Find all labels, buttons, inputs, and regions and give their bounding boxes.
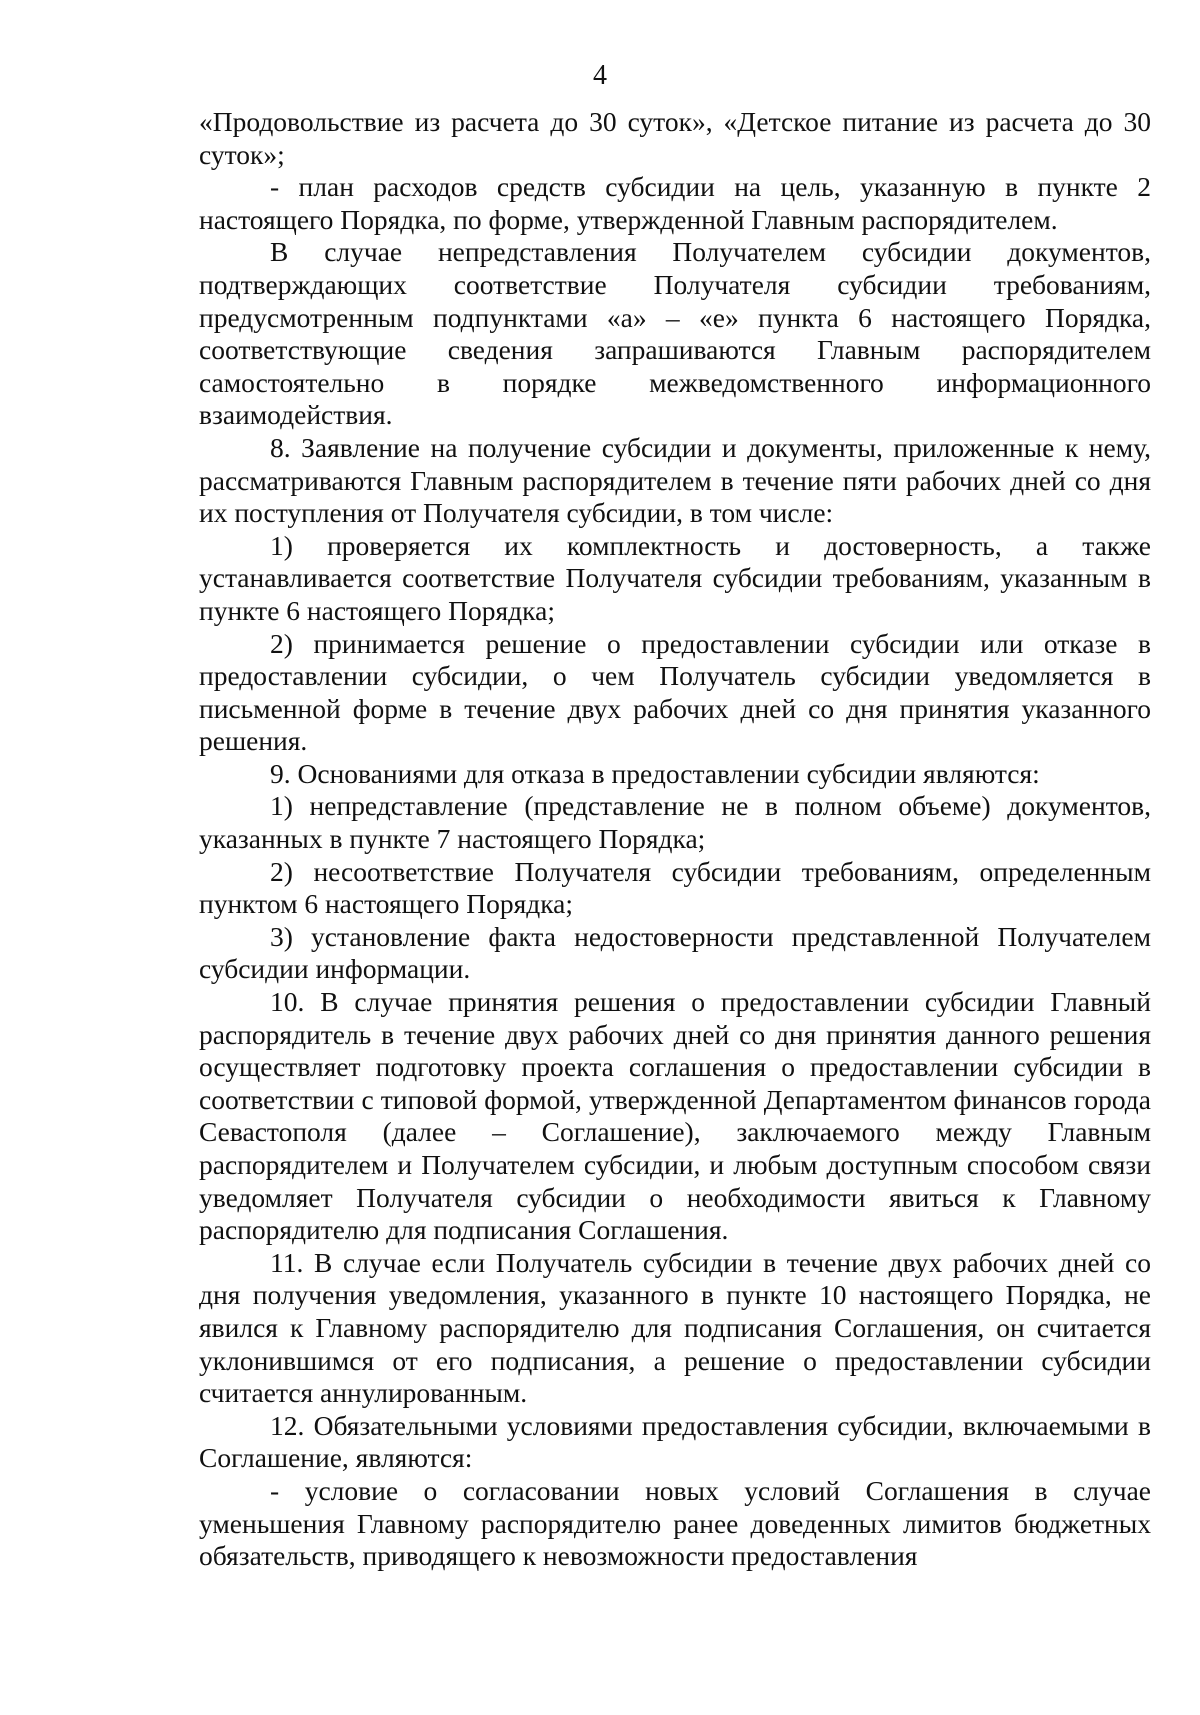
paragraph-item-12-condition: - условие о согласовании новых условий Соглашения в случае уменьшения Главному распорядителю ранее доведенных лимитов бюджетных обязательств, приводящего к невозможности предоставления	[199, 1474, 1151, 1572]
paragraph-item-10: 10. В случае принятия решения о предоставлении субсидии Главный распорядитель в течение двух рабочих дней со дня принятия данного решения осуществляет подготовку проекта соглашения о предоставлении субсидии в соответствии с типовой формой, утвержденной Департаментом финансов города Севастополя (далее – Соглашение), заключаемого между Главным распорядителем и Получателем субсидии, и любым доступным способом связи уведомляет Получателя субсидии о необходимости явиться к Главному распорядителю для подписания Соглашения.	[199, 986, 1151, 1246]
paragraph-item-9-2: 2) несоответствие Получателя субсидии требованиям, определенным пунктом 6 настоящего Порядка;	[199, 855, 1151, 920]
paragraph-item-9: 9. Основаниями для отказа в предоставлении субсидии являются:	[270, 757, 1040, 789]
paragraph-item-8-2: 2) принимается решение о предоставлении субсидии или отказе в предоставлении субсидии, о чем Получатель субсидии уведомляется в письменной форме в течение двух рабочих дней со дня принятия указанного решения.	[199, 627, 1151, 757]
document-body	[199, 106, 1151, 1573]
paragraph-continuation: «Продовольствие из расчета до 30 суток», «Детское питание из расчета до 30 суток»;	[199, 106, 1151, 170]
paragraph-item-9-3: 3) установление факта недостоверности представленной Получателем субсидии информации.	[199, 920, 1151, 985]
paragraph-item-9-1: 1) непредставление (представление не в полном объеме) документов, указанных в пункте 7 настоящего Порядка;	[199, 790, 1151, 855]
paragraph-expense-plan: - план расходов средств субсидии на цель, указанную в пункте 2 настоящего Порядка, по форме, утвержденной Главным распорядителем.	[199, 171, 1151, 235]
paragraph-item-11: 11. В случае если Получатель субсидии в течение двух рабочих дней со дня получения уведомления, указанного в пункте 10 настоящего Порядка, не явился к Главному распорядителю для подписания Соглашения, он считается уклонившимся от его подписания, а решение о предоставлении субсидии считается аннулированным.	[199, 1246, 1151, 1409]
page-number: 4	[593, 60, 607, 91]
paragraph-item-8-1: 1) проверяется их комплектность и достоверность, а также устанавливается соответствие Получателя субсидии требованиям, указанным в пункте 6 настоящего Порядка;	[199, 529, 1151, 626]
paragraph-item-12: 12. Обязательными условиями предоставления субсидии, включаемыми в Соглашение, являются:	[199, 1409, 1151, 1474]
paragraph-item-8: 8. Заявление на получение субсидии и документы, приложенные к нему, рассматриваются Главным распорядителем в течение пяти рабочих дней со дня их поступления от Получателя субсидии, в том числе:	[199, 431, 1151, 529]
paragraph-interagency-request: В случае непредставления Получателем субсидии документов, подтверждающих соответствие Получателя субсидии требованиям, предусмотренным подпунктами «а» – «е» пункта 6 настоящего Порядка, соответствующие сведения запрашиваются Главным распорядителем самостоятельно в порядке межведомственного информационного взаимодействия.	[199, 236, 1151, 431]
